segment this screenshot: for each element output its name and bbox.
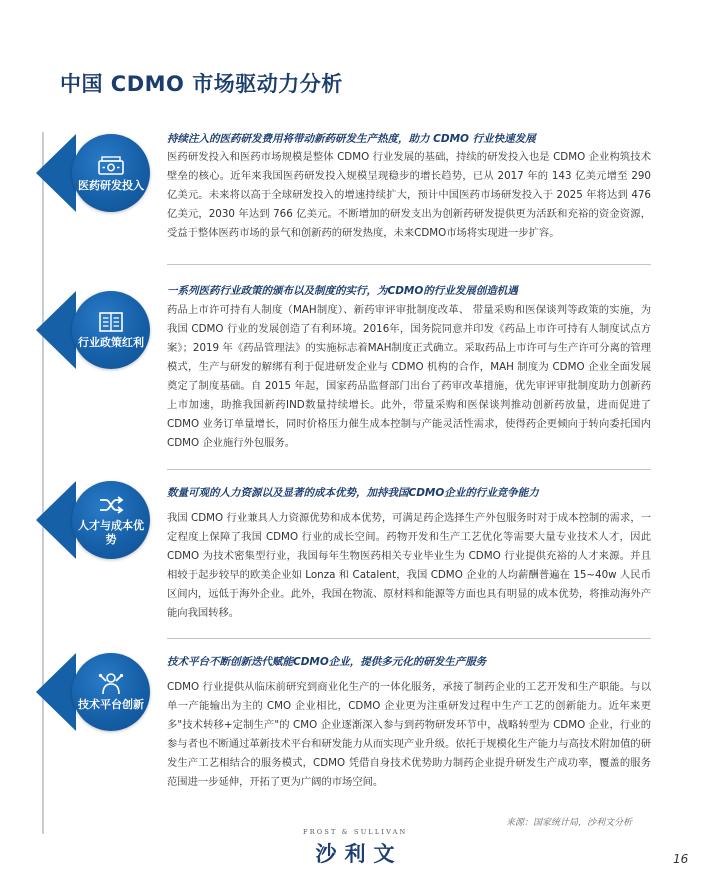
money-icon bbox=[97, 153, 125, 177]
shuffle-arrows-icon bbox=[97, 493, 125, 517]
section-title: 技术平台不断创新迭代赋能CDMO企业，提供多元化的研发生产服务 bbox=[167, 656, 487, 668]
section-title: 一系列医药行业政策的颁布以及制度的实行，为CDMO的行业发展创造机遇 bbox=[167, 285, 518, 297]
technician-icon bbox=[97, 672, 125, 696]
badge-circle bbox=[72, 134, 150, 212]
divider bbox=[167, 469, 651, 470]
badge-circle bbox=[72, 653, 150, 731]
badge bbox=[36, 134, 148, 212]
badge bbox=[36, 481, 148, 559]
badge bbox=[36, 653, 148, 731]
badge-label: 医药研发投入 bbox=[78, 179, 144, 192]
badge-circle bbox=[72, 291, 150, 369]
brand-logo bbox=[303, 828, 407, 868]
section-body: 药品上市许可持有人制度（MAH制度）、新药审评审批制度改革、 带量采购和医保谈判等政策的实施，为我国 CDMO 行业的发展创造了有利环境。2016年，国务院同意并印发《药品上市许可持有人制度试点方案》；2019 年《药品管理法》的实施标志着MAH制度正式确立。采取药品上市许可与生产许可分离的管理模式，生产与研发的解绑有利于促进研发企业与 CDMO 机构的合作，MAH 制度为 CDMO 企业全面发展奠定了制度基础。自 2015 年起，国家药品监督部门出台了药审改革措施，优先审评审批制度助力创新药上市加速，助推我国新药IND数量持续增长。此外，带量采购和医保谈判推动创新药放量，进而促进了 CDMO 业务订单量增长，同时价格压力催生成本控制与产能灵活性需求，使得药企更倾向于转向委托国内 CDMO 企业施行外包服务。 bbox=[167, 304, 651, 449]
section-title: 持续注入的医药研发费用将带动新药研发生产热度，助力 CDMO 行业快速发展 bbox=[167, 133, 536, 145]
badge-circle bbox=[72, 481, 150, 559]
section-body: 我国 CDMO 行业兼具人力资源优势和成本优势，可满足药企选择生产外包服务时对于成本控制的需求，一定程度上保障了我国 CDMO 行业的成长空间。药物开发和生产工艺优化等需要大量专业技术人才，因此 CDMO 为技术密集型行业，我国每年生物医药相关专业毕业生为 CDMO 行业提供充裕的人才来源。并且相较于起步较早的欧美企业如 Lonza 和 Catalent，我国 CDMO 企业的人均薪酬普遍在 15~40w 人民币区间内，远低于海外企业。此外，我国在物流、原材料和能源等方面也具有明显的成本优势，将推动海外产能向我国转移。 bbox=[167, 512, 651, 619]
section-body: 医药研发投入和医药市场规模是整体 CDMO 行业发展的基础，持续的研发投入也是 CDMO 企业构筑技术壁垒的核心。近年来我国医药研发投入规模呈现稳步的增长趋势，已从 2017 年的 143 亿美元增至 290 亿美元。未来将以高于全球研发投入的增速持续扩大，预计中国医药市场研发投入于 2025 年将达到 476 亿美元，2030 年达到 766 亿美元。不断增加的研发支出为创新药研发提供更为活跃和充裕的资金资源，受益于整体医药市场的景气和创新药的研发热度，未来CDMO市场将实现进一步扩容。 bbox=[167, 151, 651, 239]
badge bbox=[36, 291, 148, 369]
source-note: 来源：国家统计局，沙利文分析 bbox=[506, 818, 633, 828]
badge-label: 行业政策红利 bbox=[78, 336, 144, 349]
section-body: CDMO 行业提供从临床前研究到商业化生产的一体化服务，承接了制药企业的工艺开发和生产职能。与以单一产能输出为主的 CMO 企业相比，CDMO 企业更为注重研发过程中生产工艺的创新能力。近年来更多"技术转移+定制生产"的 CMO 企业逐渐深入参与到药物研发环节中，战略转型为 CDMO 企业，行业的参与者也不断通过革新技术平台和研发能力从而实现产业升级。依托于规模化生产能力与高技术附加值的研发生产工艺相结合的服务模式，CDMO 凭借自身技术优势助力制药企业提升研发生产成功率，覆盖的服务范围进一步延伸，开拓了更为广阔的市场空间。 bbox=[167, 681, 651, 788]
brand-name-cn: 沙利文 bbox=[315, 842, 403, 866]
badge-pointer bbox=[36, 291, 76, 369]
page-title: 中国 CDMO 市场驱动力分析 bbox=[60, 72, 343, 96]
divider bbox=[167, 638, 651, 639]
badge-pointer bbox=[36, 481, 76, 559]
badge-label: 人才与成本优势 bbox=[78, 519, 144, 546]
page-number: 16 bbox=[673, 852, 689, 866]
divider bbox=[167, 264, 651, 265]
badge-pointer bbox=[36, 653, 76, 731]
section-title: 数量可观的人力资源以及显著的成本优势，加持我国CDMO企业的行业竞争能力 bbox=[167, 487, 539, 499]
badge-pointer bbox=[36, 134, 76, 212]
badge-label: 技术平台创新 bbox=[78, 698, 144, 711]
brand-name-en: FROST & SULLIVAN bbox=[303, 828, 408, 836]
policy-document-icon bbox=[97, 310, 125, 334]
